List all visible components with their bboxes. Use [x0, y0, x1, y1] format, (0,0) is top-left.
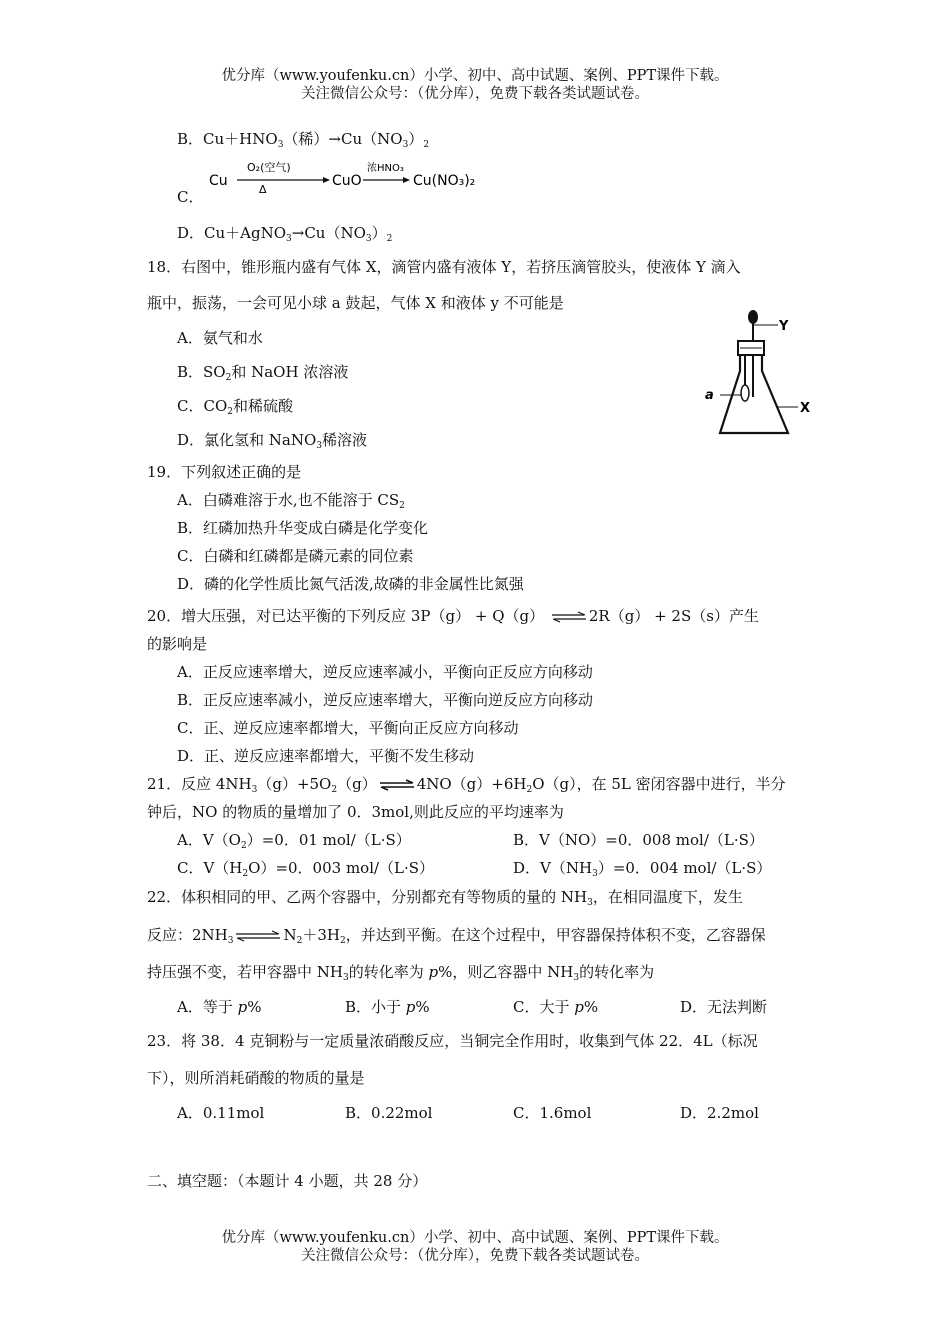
q17-option-b: B．$Cu+HNO_3$（稀）$\to Cu(NO_3)_2$ — [177, 130, 430, 150]
q23-option-c: C．1.6mol — [513, 1104, 592, 1122]
q17-option-c-label: C． — [177, 188, 204, 206]
q18-option-a: A．氨气和水 — [177, 329, 263, 347]
q22-option-d: D．无法判断 — [680, 998, 768, 1016]
scheme-cu: Cu — [209, 173, 228, 189]
q18-stem-line-1: 18．右图中，锥形瓶内盛有气体 X，滴管内盛有液体 Y，若挤压滴管胶头，使液体 Y 滴入 — [147, 258, 741, 276]
label-x: X — [800, 401, 811, 416]
q18-option-d: D．氯化氢和 NaNO$_3$稀溶液 — [177, 431, 368, 451]
q23-option-b: B．0.22mol — [345, 1104, 433, 1122]
q19-option-a: A．白磷难溶于水,也不能溶于 $CS_2$ — [177, 491, 405, 511]
scheme-cond2: 浓HNO₃ — [367, 163, 404, 174]
q17-option-c-scheme — [205, 156, 495, 196]
header-line-1: 优分库（www.youfenku.cn）小学、初中、高中试题、案例、PPT课件下载。 — [221, 68, 729, 84]
scheme-arrowhead-2 — [403, 177, 410, 183]
q21-stem-line-2: 钟后，NO 的物质的量增加了 0．3mol,则此反应的平均速率为 — [147, 803, 564, 821]
q18-option-c: C．$CO_2$和稀硫酸 — [177, 397, 294, 417]
equilibrium-arrow-icon — [379, 779, 415, 791]
q21-option-b: B．V（NO）=0．008 mol/（L·S） — [513, 831, 764, 849]
q17-option-d: D．$Cu+AgNO_3\to Cu(NO_3)_2$ — [177, 224, 393, 244]
scheme-cuo: CuO — [332, 173, 362, 189]
section-2-heading: 二、填空题：（本题计 4 小题，共 28 分） — [147, 1172, 428, 1190]
label-a: a — [705, 388, 714, 403]
q20-option-c: C．正、逆反应速率都增大，平衡向正反应方向移动 — [177, 719, 519, 737]
equilibrium-arrow-icon — [551, 611, 587, 623]
q22-stem-line-1: 22．体积相同的甲、乙两个容器中，分别都充有等物质的量的 $NH_3$，在相同温度下，发生 — [147, 888, 743, 908]
q18-stem-line-2: 瓶中，振荡，一会可见小球 a 鼓起，气体 X 和液体 y 不可能是 — [147, 294, 564, 312]
q21-option-c: C．$V(H_2O)=0$．003 mol/（L·S） — [177, 859, 435, 879]
q22-stem-line-2: 反应：$2NH_3$ $N_2+3H_2$，并达到平衡。在这个过程中，甲容器保持体积不变，乙容器保 — [147, 926, 766, 946]
q20-option-a: A．正反应速率增大，逆反应速率减小，平衡向正反应方向移动 — [177, 663, 593, 681]
q19-option-c: C．白磷和红磷都是磷元素的同位素 — [177, 547, 414, 565]
q22-option-c: C．大于 p% — [513, 998, 599, 1016]
q22-option-b: B．小于 p% — [345, 998, 430, 1016]
equilibrium-arrow-icon — [235, 930, 281, 942]
q22-stem-line-3: 持压强不变，若甲容器中 $NH_3$的转化率为 p%，则乙容器中 $NH_3$的转化率为 — [147, 963, 655, 983]
q19-option-d: D．磷的化学性质比氮气活泼,故磷的非金属性比氮强 — [177, 575, 524, 593]
footer-line-1: 优分库（www.youfenku.cn）小学、初中、高中试题、案例、PPT课件下载。 — [221, 1230, 729, 1246]
scheme-product: Cu(NO₃)₂ — [413, 173, 476, 189]
q22-option-a: A．等于 p% — [177, 998, 262, 1016]
scheme-cond-bottom: Δ — [259, 183, 267, 196]
flask-figure — [700, 305, 820, 440]
scheme-arrowhead-1 — [323, 177, 330, 183]
q18-option-b: B．$SO_2$和 NaOH 浓溶液 — [177, 363, 349, 383]
balloon-a — [741, 385, 749, 401]
q20-option-d: D．正、逆反应速率都增大，平衡不发生移动 — [177, 747, 475, 765]
q21-option-a: A．$V(O_2)=0$．01 mol/（L·S） — [177, 831, 411, 851]
q19-option-b: B．红磷加热升华变成白磷是化学变化 — [177, 519, 429, 537]
q20-stem-line-1: 20．增大压强，对已达平衡的下列反应 3P（g） + Q（g） 2R（g） + 2S（s）产生 — [147, 607, 759, 625]
label-y: Y — [779, 319, 789, 334]
q21-option-d: D．$V(NH_3)=0$．004 mol/（L·S） — [513, 859, 772, 879]
q21-stem-line-1: 21．反应 $4NH_3(g)+5O_2(g)$ $4NO(g)+6H_2O(g)$，在 5L 密闭容器中进行，半分 — [147, 775, 786, 795]
q23-option-a: A．0.11mol — [177, 1104, 265, 1122]
q20-option-b: B．正反应速率减小，逆反应速率增大，平衡向逆反应方向移动 — [177, 691, 594, 709]
header-line-2: 关注微信公众号：（优分库），免费下载各类试题试卷。 — [301, 86, 649, 102]
q23-option-d: D．2.2mol — [680, 1104, 759, 1122]
q23-stem-line-1: 23．将 38．4 克铜粉与一定质量浓硝酸反应，当铜完全作用时，收集到气体 22．4L（标况 — [147, 1032, 758, 1050]
footer-line-2: 关注微信公众号：（优分库），免费下载各类试题试卷。 — [301, 1248, 649, 1264]
q23-stem-line-2: 下），则所消耗硝酸的物质的量是 — [147, 1069, 365, 1087]
dropper-bulb — [748, 310, 758, 324]
q19-stem: 19．下列叙述正确的是 — [147, 463, 302, 481]
q20-stem-line-2: 的影响是 — [147, 635, 208, 653]
scheme-cond-top: O₂(空气) — [247, 161, 291, 174]
